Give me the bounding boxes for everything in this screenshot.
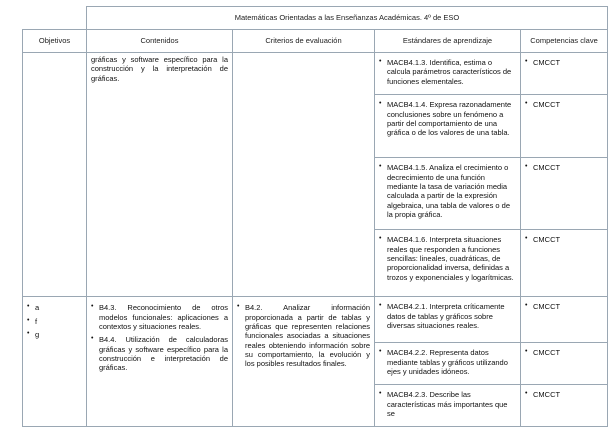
competencia-cell [521,297,608,343]
table-row [23,297,608,343]
estandar-text: • MACB4.2.1. Interpreta críticamente datos de tablas y gráficos sobre diversas situaciones reales. [379,302,516,330]
contenido-item: • B4.4. Utilización de calculadoras gráficas y software específico para la construcción e interpretación de gráficas. [91,335,228,373]
competencia-text: • CMCCT [525,348,603,357]
estandar-text: • MACB4.2.3. Describe las características más importantes que se [379,390,516,418]
objetivo-item: • g [27,330,82,339]
table-title: Matemáticas Orientadas a las Enseñanzas Académicas. 4º de ESO [87,7,608,30]
header-objetivos: Objetivos [23,30,87,53]
competencia-cell [521,53,608,95]
competencia-text: • CMCCT [525,100,603,109]
competencia-cell [521,158,608,230]
title-spacer [23,7,87,30]
header-estandares: Estándares de aprendizaje [375,30,521,53]
estandar-text: • MACB4.1.3. Identifica, estima o calcula parámetros característicos de funciones elementales. [379,58,516,86]
column-header-row [23,30,608,53]
competencia-text: • CMCCT [525,390,603,399]
contenidos-cell [87,297,233,427]
objetivo-item: • f [27,317,82,326]
estandar-cell [375,297,521,343]
estandar-text: • MACB4.1.5. Analiza el crecimiento o decrecimiento de una función mediante la tasa de variación media calculada a partir de la expresión algebraica, una tabla de valores o de la propia gráfica. [379,163,516,219]
criterios-cell [233,53,375,297]
objetivo-item: • a [27,303,82,312]
competencia-text: • CMCCT [525,302,603,311]
header-competencias: Competencias clave [521,30,608,53]
competencia-cell [521,95,608,158]
competencia-text: • CMCCT [525,235,603,244]
estandar-cell [375,343,521,385]
estandar-text: • MACB4.2.2. Representa datos mediante tablas y gráficos utilizando ejes y unidades idóneos. [379,348,516,376]
contenidos-cell [87,53,233,297]
estandar-cell [375,158,521,230]
curriculum-table [22,6,608,427]
estandar-cell [375,95,521,158]
criterios-cell [233,297,375,427]
competencia-text: • CMCCT [525,58,603,67]
contenidos-text: gráficas y software específico para la construcción y la interpretación de gráficas. [91,55,228,83]
objetivos-cell [23,53,87,297]
estandar-text: • MACB4.1.4. Expresa razonadamente conclusiones sobre un fenómeno a partir del comportamiento de una gráfica o de los valores de una tabla. [379,100,516,138]
header-criterios: Criterios de evaluación [233,30,375,53]
competencia-cell [521,230,608,297]
table-row [23,53,608,95]
estandar-text: • MACB4.1.6. Interpreta situaciones reales que responden a funciones sencillas: lineales, cuadráticas, de proporcionalidad inversa, definidas a trozos y exponenciales y logarítmicas. [379,235,516,282]
criterio-item: • B4.2. Analizar información proporcionada a partir de tablas y gráficas que representen relaciones funcionales asociadas a situaciones reales obteniendo información sobre su comportamiento, la evolución y los posibles resultados finales. [237,303,370,369]
estandar-cell [375,385,521,427]
estandar-cell [375,53,521,95]
competencia-cell [521,343,608,385]
contenido-item: • B4.3. Reconocimiento de otros modelos funcionales: aplicaciones a contextos y situaciones reales. [91,303,228,331]
header-contenidos: Contenidos [87,30,233,53]
objetivos-cell [23,297,87,427]
estandar-cell [375,230,521,297]
competencia-cell [521,385,608,427]
title-row [23,7,608,30]
competencia-text: • CMCCT [525,163,603,172]
